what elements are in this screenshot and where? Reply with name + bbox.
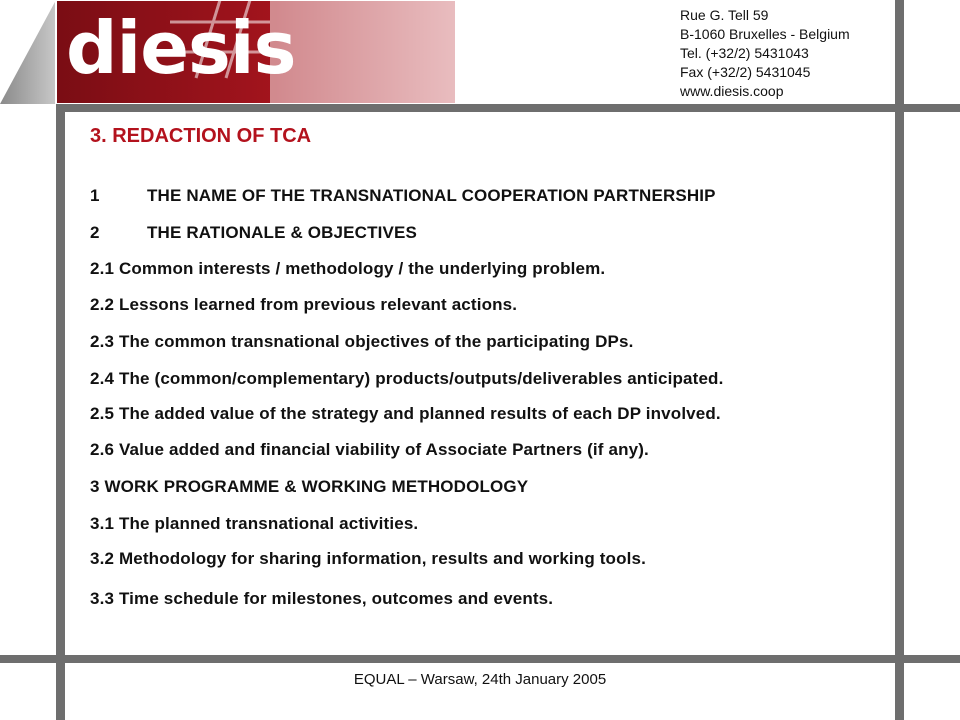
outline-item-number: 2	[90, 223, 100, 242]
outline-item-text: THE NAME OF THE TRANSNATIONAL COOPERATION PARTNERSHIP	[147, 186, 716, 205]
outline-item: 3.1 The planned transnational activities.	[90, 514, 419, 533]
outline-item: 3.2 Methodology for sharing information, results and working tools.	[90, 549, 646, 568]
outline-item: 2.3 The common transnational objectives of the participating DPs.	[90, 332, 634, 351]
outline-item: 3.3 Time schedule for milestones, outcomes and events.	[90, 589, 554, 608]
outline-item: 3 WORK PROGRAMME & WORKING METHODOLOGY	[90, 477, 529, 496]
outline-item: 2.5 The added value of the strategy and planned results of each DP involved.	[90, 404, 721, 423]
address-website: www.diesis.coop	[680, 83, 784, 99]
logo-wordmark: diesis	[66, 6, 296, 90]
outline-item	[90, 223, 417, 243]
diesis-logo	[0, 0, 456, 104]
outline-item-number: 1	[90, 186, 100, 205]
footer-text: EQUAL – Warsaw, 24th January 2005	[353, 671, 607, 688]
logo-fade	[270, 0, 456, 104]
address-phone: Tel. (+32/2) 5431043	[680, 45, 809, 61]
outline-item: 2.2 Lessons learned from previous relevant actions.	[90, 295, 518, 314]
outline-item-text: THE RATIONALE & OBJECTIVES	[147, 223, 417, 242]
outline-item: 2.6 Value added and financial viability of Associate Partners (if any).	[90, 440, 649, 459]
outline-item: 2.1 Common interests / methodology / the underlying problem.	[90, 259, 606, 278]
slide-title: 3. REDACTION OF TCA	[90, 125, 312, 147]
address-city: B-1060 Bruxelles - Belgium	[680, 26, 850, 42]
outline-item: 2.4 The (common/complementary) products/outputs/deliverables anticipated.	[90, 369, 724, 388]
address-fax: Fax (+32/2) 5431045	[680, 64, 811, 80]
address-block	[680, 6, 850, 101]
outline-item	[90, 186, 716, 206]
frame-bar-top	[56, 104, 960, 112]
frame-bar-bottom	[0, 655, 960, 663]
address-street: Rue G. Tell 59	[680, 7, 769, 23]
logo-grey-wedge	[0, 0, 56, 104]
